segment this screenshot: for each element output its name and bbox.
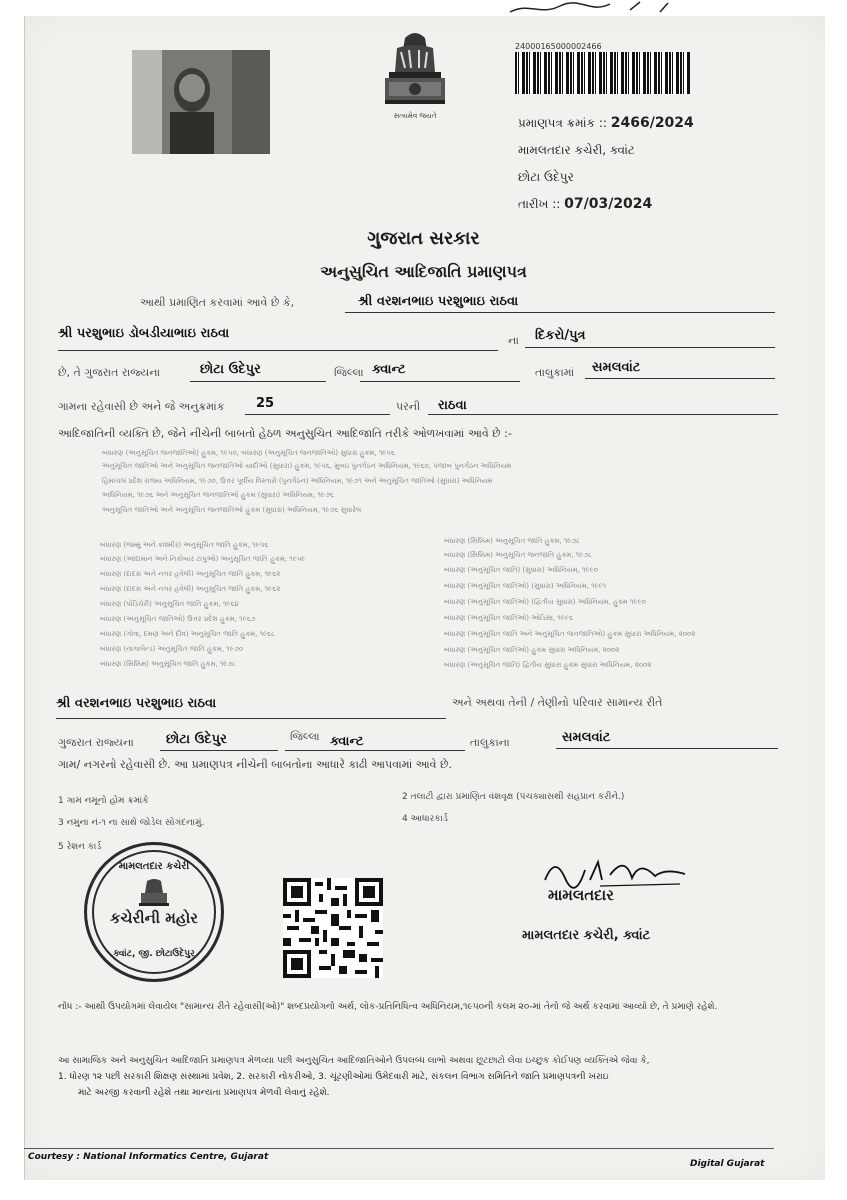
law-right-item: બંધારણ (અનુસૂચિત જાતિઓ) (દ્વિતીય સુધારા) અધિનિયમ, હુકમ ૧૯૯૦ — [444, 598, 646, 606]
national-emblem-icon — [375, 28, 455, 120]
taluka-label: તાલુકામાં — [535, 366, 575, 379]
law-line: અનુસૂચિત જાતિઓ અને અનુસૂચિત જનજાતિઓ યાદીઓ (સુધારા) હુકમ, ૧૯૫૬, મુંબઇ પુનર્ગઠન અધિનિયમ, ૧૯૬૦, પંજાબ પુનર્ગઠન અધિનિયમ — [102, 462, 512, 470]
law-left-item: બંધારણ (દાદરા અને નગર હવેલી) અનુસૂચિત જાતિ હુકમ, ૧૯૬૨ — [100, 585, 281, 593]
village-value: સમલવાંટ — [592, 360, 641, 375]
law-line: હિમાચલ પ્રદેશ રાજ્ય અધિનિયમ, ૧૯૭૦, ઉત્તર પૂર્વીય વિસ્તારો (પુનર્ગઠન) અધિનિયમ, ૧૯૭૧ અને અનુસૂચિત જાતિઓ (સુધારા) અધિનિયમ — [102, 477, 493, 485]
district-label-2: જિલ્લા — [290, 730, 320, 743]
law-left-item: બંધારણ (સિક્કિમ) અનુસૂચિત જાતિ હુકમ, ૧૯૭૮ — [100, 660, 237, 668]
issue-basis-text: ગામ/ નગરનો રહેવાસી છે. આ પ્રમાણપત્ર નીચેની બાબતોના આધારે કાઢી આપવામાં આવે છે. — [58, 758, 453, 771]
seal-top-text: મામલતદાર કચેરી — [118, 861, 190, 872]
document-item: 2 તલાટી દ્વારા પ્રમાણિત વંશવૃક્ષ (પંચક્યાસથી સહપ્રાન કરીને.) — [402, 792, 625, 802]
law-right-item: બંધારણ (સિક્કિમ) અનુસૂચિત જાતિ હુકમ, ૧૯૭૮ — [444, 537, 581, 545]
district-value: છોટા ઉદેપુર — [200, 362, 261, 377]
taluka-value-2: ક્વાન્ટ — [330, 734, 364, 749]
law-line: બંધારણ (અનુસૂચિત જનજાતિઓ) હુકમ, ૧૯૫૦, બંધારણ (અનુસૂચિત જનજાતિઓ) સુધારા હુકમ, ૧૯૫૬ — [102, 449, 395, 457]
footer-brand: Digital Gujarat — [690, 1159, 765, 1169]
document-item: 5 રેશન કાર્ડ — [58, 842, 102, 852]
handwriting-scribble — [500, 0, 700, 18]
father-name: શ્રી પરશુભાઇ ડોબડીયાભાઇ રાઠવા — [58, 326, 230, 341]
law-left-item: બંધારણ (ગોવા, દમણ અને દીવ) અનુસૂચિત જાતિ હુકમ, ૧૯૬૮ — [100, 630, 275, 638]
law-right-item: બંધારણ (અનુસૂચિત જાતિ) દ્વિતીય સુધારા હુકમ સુધારા અધિનિયમ, ૨૦૦૨ — [444, 661, 652, 669]
seal-middle-text: કચેરીની મહોર — [109, 909, 199, 927]
family-text: અને અથવા તેની / તેણીનો પરિવાર સામાન્ય રીતે — [452, 696, 663, 709]
applicant-name-2: શ્રી વરશનભાઇ પરશુભાઇ રાઠવા — [56, 696, 217, 711]
government-title: ગુજરાત સરકાર — [367, 228, 480, 249]
officer-office: મામલતદાર કચેરી, ક્વાંટ — [522, 928, 651, 943]
footer-courtesy: Courtesy : National Informatics Centre, Gujarat — [28, 1152, 269, 1162]
law-right-item: બંધારણ (અનુસૂચિત જાતિઓ) (સુધારા) અધિનિયમ, ૧૯૯૧ — [444, 582, 607, 590]
law-right-item: બંધારણ (સિક્કિમ) અનુસૂચિત જનજાતિ હુકમ, ૧૯૭૮ — [444, 551, 592, 559]
barcode — [515, 52, 690, 94]
seal-bottom-text: ક્વાંટ, જી. છોટાઉદેપુર — [113, 949, 195, 959]
issue-date-row: તારીખ :: 07/03/2024 — [518, 196, 653, 212]
applicant-photo — [132, 50, 270, 154]
serial-label: ગામના રહેવાસી છે અને જે અનુક્રમાંક — [58, 400, 225, 413]
law-line: અધિનિયમ, ૧૯૭૬ અને અનુસૂચિત જનજાતિઓ હુકમ (સુધારા) અધિનિયમ, ૧૯૭૬ — [102, 491, 334, 499]
issue-date: 07/03/2024 — [564, 196, 653, 212]
certificate-number-row: પ્રમાણપત્ર ક્રમાંક :: 2466/2024 — [518, 115, 694, 131]
village-value-2: સમલવાંટ — [562, 730, 611, 745]
tribe-label: પરની — [396, 400, 421, 413]
law-line: અનુસૂચિત જાતિઓ અને અનુસૂચિત જનજાતિઓ હુકમ (સુધારા) અધિનિયમ, ૧૯૭૬ સુધારેલ — [102, 506, 362, 514]
intro-text: આથી પ્રમાણિત કરવામાં આવે છે કે, — [140, 296, 295, 309]
state-label: ગુજરાત રાજ્યના — [58, 736, 134, 749]
law-left-item: બંધારણ (જમ્મુ અને કાશ્મીર) અનુસૂચિત જાતિ હુકમ, ૧૯૫૬ — [100, 541, 269, 549]
seal-emblem-icon — [129, 877, 179, 911]
serial-number: 25 — [256, 396, 275, 411]
tribe-value: રાઠવા — [438, 398, 467, 413]
law-right-item: બંધારણ (અનુસૂચિત જાતિઓ) ઓડિસા, ૧૯૯૬ — [444, 614, 574, 622]
certificate-number-label: પ્રમાણપત્ર ક્રમાંક — [518, 116, 596, 130]
law-left-item: બંધારણ (અનુસૂચિત જાતિઓ) ઉત્તર પ્રદેશ હુકમ, ૧૯૬૭ — [100, 615, 256, 623]
applicant-name: શ્રી વરશનભાઇ પરશુભાઇ રાઠવા — [358, 294, 519, 309]
qr-code — [283, 878, 383, 978]
usage-text-2: 1. ધોરણ ૧૨ પછી સરકારી શિક્ષણ સંસ્થામાં પ્રવેશ, 2. સરકારી નોકરીઓ, 3. ચૂંટણીઓમાં ઉમેદવારી માટે, સંકલન વિભાગ સમિતિને જાતિ પ્રમાણપત્રની ખરાઇ — [58, 1072, 609, 1082]
barcode-number: 24000165000002466 — [515, 42, 602, 51]
law-right-item: બંધારણ (અનુસૂચિત જાતિ) (સુધારા) અધિનિયમ, ૧૯૯૦ — [444, 566, 598, 574]
emblem-caption: સત્યમેવ જયતે — [393, 112, 437, 120]
certificate-number: 2466/2024 — [610, 115, 694, 131]
usage-text-3: માટે અરજી કરવાની રહેશે તથા માન્યતા પ્રમાણપત્ર મેળવી લેવાનું રહેશે. — [78, 1088, 330, 1098]
law-left-item: બંધારણ (આંદામાન અને નિકોબાર ટાપુઓ) અનુસૂચિત જાતિ હુકમ, ૧૯૫૯ — [100, 555, 306, 563]
recognition-text: આદિજાતિની વ્યક્તિ છે, જેને નીચેની બાબતો હેઠળ અનુસુચિત આદિજાતિ તરીકે ઓળખવામાં આવે છે :- — [58, 427, 512, 440]
document-item: 1 ગામ નમૂનો હોમ ક્રમાંકે — [58, 796, 149, 806]
usage-text: આ સામાજિક અને અનુસુચિત આદિજાતિ પ્રમાણપત્ર મેળવ્યા પછી અનુસુચિત આદિજાતિઓને ઉપલબ્ધ લાભો અથવા છૂટછાટો લેવા ઇચ્છુક કોઈપણ વ્યક્તિએ જેવા કે, — [58, 1056, 650, 1066]
district-value-2: છોટા ઉદેપુર — [166, 732, 227, 747]
note-text: નોંધ :- આથી ઉપયોગમાં લેવાયેલ "સામાન્ય રીતે રહેવાસી(ઓ)" શબ્દપ્રયોગનો અર્થ, લોક-પ્રતિનિધિત્વ અધિનિયમ,૧૯૫૦ની કલમ ૨૦-માં તેનો જે અર્થ કરવામાં આવ્યો છે, તે પ્રમાણે રહેશે. — [58, 1002, 718, 1012]
law-right-item: બંધારણ (અનુસૂચિત જાતિઓ) હુકમ સુધારા અધિનિયમ, ૨૦૦૨ — [444, 646, 620, 654]
office-seal — [84, 842, 224, 982]
law-left-item: બંધારણ (પોંડિચેરી) અનુસૂચિત જાતિ હુકમ, ૧૯૬૪ — [100, 600, 239, 608]
law-left-item: બંધારણ (દાદરા અને નગર હવેલી) અનુસૂચિત જાતિ હુકમ, ૧૯૬૨ — [100, 570, 281, 578]
law-right-item: બંધારણ (અનુસૂચિત જાતિ અને અનુસૂચિત જનજાતિઓ) હુકમ સુધારા અધિનિયમ, ૨૦૦૨ — [444, 630, 696, 638]
law-left-item: બંધારણ (નાગાલેન્ડ) અનુસૂચિત જાતિ હુકમ, ૧૯૭૦ — [100, 645, 243, 653]
district-label: જિલ્લા — [334, 366, 364, 379]
residence-label: છે, તે ગુજરાત રાજ્યના — [58, 366, 161, 379]
officer-title: મામલતદાર — [548, 886, 614, 904]
issuing-office: મામલતદાર કચેરી, ક્વાંટ — [518, 143, 635, 157]
issue-date-label: તારીખ — [518, 197, 549, 211]
document-item: 4 આધારકાર્ડ — [402, 814, 448, 824]
taluka-value: ક્વાન્ટ — [372, 362, 406, 377]
relation: દિકરો/પુત્ર — [535, 328, 586, 343]
certificate-title: અનુસુચિત આદિજાતિ પ્રમાણપત્ર — [320, 262, 527, 281]
taluka-label-2: તાલુકાના — [470, 736, 510, 749]
document-item: 3 નમુના નં-૧ ના સાથે જોડેલ સોગંદનામું. — [58, 818, 205, 828]
relation-prefix: ના — [508, 334, 519, 347]
issuing-district: છોટા ઉદેપુર — [518, 170, 574, 184]
